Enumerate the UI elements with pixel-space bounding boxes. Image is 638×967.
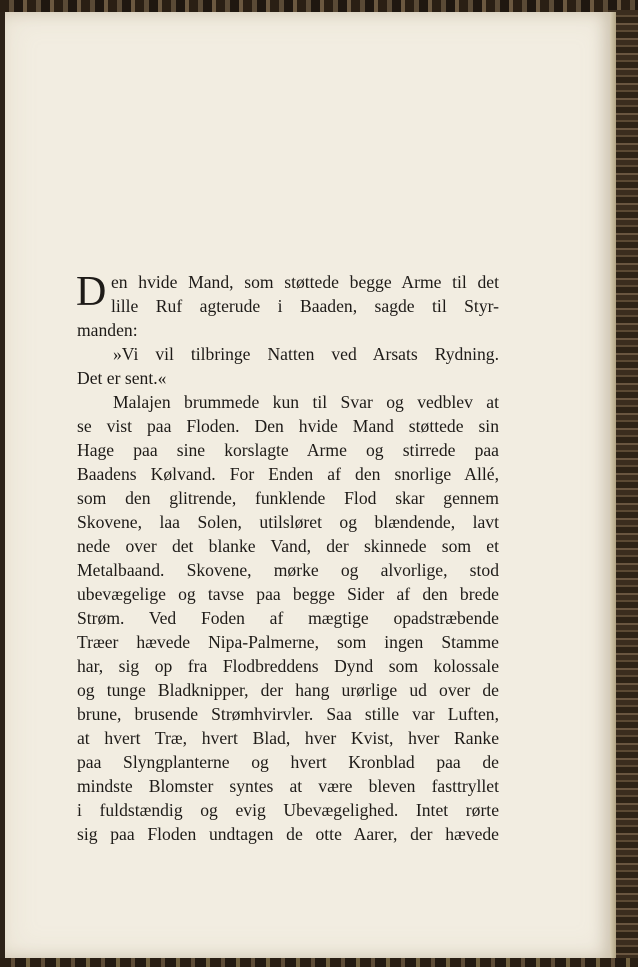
text-line: Det er sent.« bbox=[77, 368, 167, 388]
text-line: sig paa Floden undtagen de otte Aarer, der hævede bbox=[77, 824, 499, 844]
text-line: i fuldstændig og evig Ubevægelighed. Intet rørte bbox=[77, 800, 499, 820]
text-line: og tunge Bladknipper, der hang urørlige ud over de bbox=[77, 680, 499, 700]
text-line: se vist paa Floden. Den hvide Mand støttede sin bbox=[77, 416, 499, 436]
text-line: Metalbaand. Skovene, mørke og alvorlige, stod bbox=[77, 560, 499, 580]
text-line: Malajen brummede kun til Svar og vedblev at bbox=[113, 392, 499, 412]
text-line: nede over det blanke Vand, der skinnede som et bbox=[77, 536, 499, 556]
text-line: Træer hævede Nipa-Palmerne, som ingen Stamme bbox=[77, 632, 499, 652]
text-line: Hage paa sine korslagte Arme og stirrede paa bbox=[77, 440, 499, 460]
drop-cap: D bbox=[76, 269, 107, 315]
text-line: ubevægelige og tavse paa begge Sider af den brede bbox=[77, 584, 499, 604]
text-line: en hvide Mand, som støttede begge Arme til det bbox=[111, 272, 499, 292]
text-line: som den glitrende, funklende Flod skar gennem bbox=[77, 488, 499, 508]
body-text bbox=[77, 270, 499, 846]
text-line: at hvert Træ, hvert Blad, hver Kvist, hver Ranke bbox=[77, 728, 499, 748]
text-line: Baadens Kølvand. For Enden af den snorlige Allé, bbox=[77, 464, 499, 484]
page-fore-edge bbox=[610, 12, 616, 958]
text-line: Strøm. Ved Foden af mægtige opadstræbende bbox=[77, 608, 499, 628]
text-line: har, sig op fra Flodbreddens Dynd som kolossale bbox=[77, 656, 499, 676]
text-line: lille Ruf agterude i Baaden, sagde til Styr- bbox=[111, 296, 499, 316]
book-edge-bottom bbox=[0, 958, 638, 967]
text-line: Skovene, laa Solen, utilsløret og blændende, lavt bbox=[77, 512, 499, 532]
text-line: manden: bbox=[77, 320, 138, 340]
text-line: mindste Blomster syntes at være bleven fasttryllet bbox=[77, 776, 499, 796]
text-line: paa Slyngplanterne og hvert Kronblad paa de bbox=[77, 752, 499, 772]
text-line: brune, brusende Strømhvirvler. Saa stille var Luften, bbox=[77, 704, 499, 724]
book-edge-top bbox=[0, 0, 638, 12]
text-line: »Vi vil tilbringe Natten ved Arsats Rydning. bbox=[113, 344, 499, 364]
